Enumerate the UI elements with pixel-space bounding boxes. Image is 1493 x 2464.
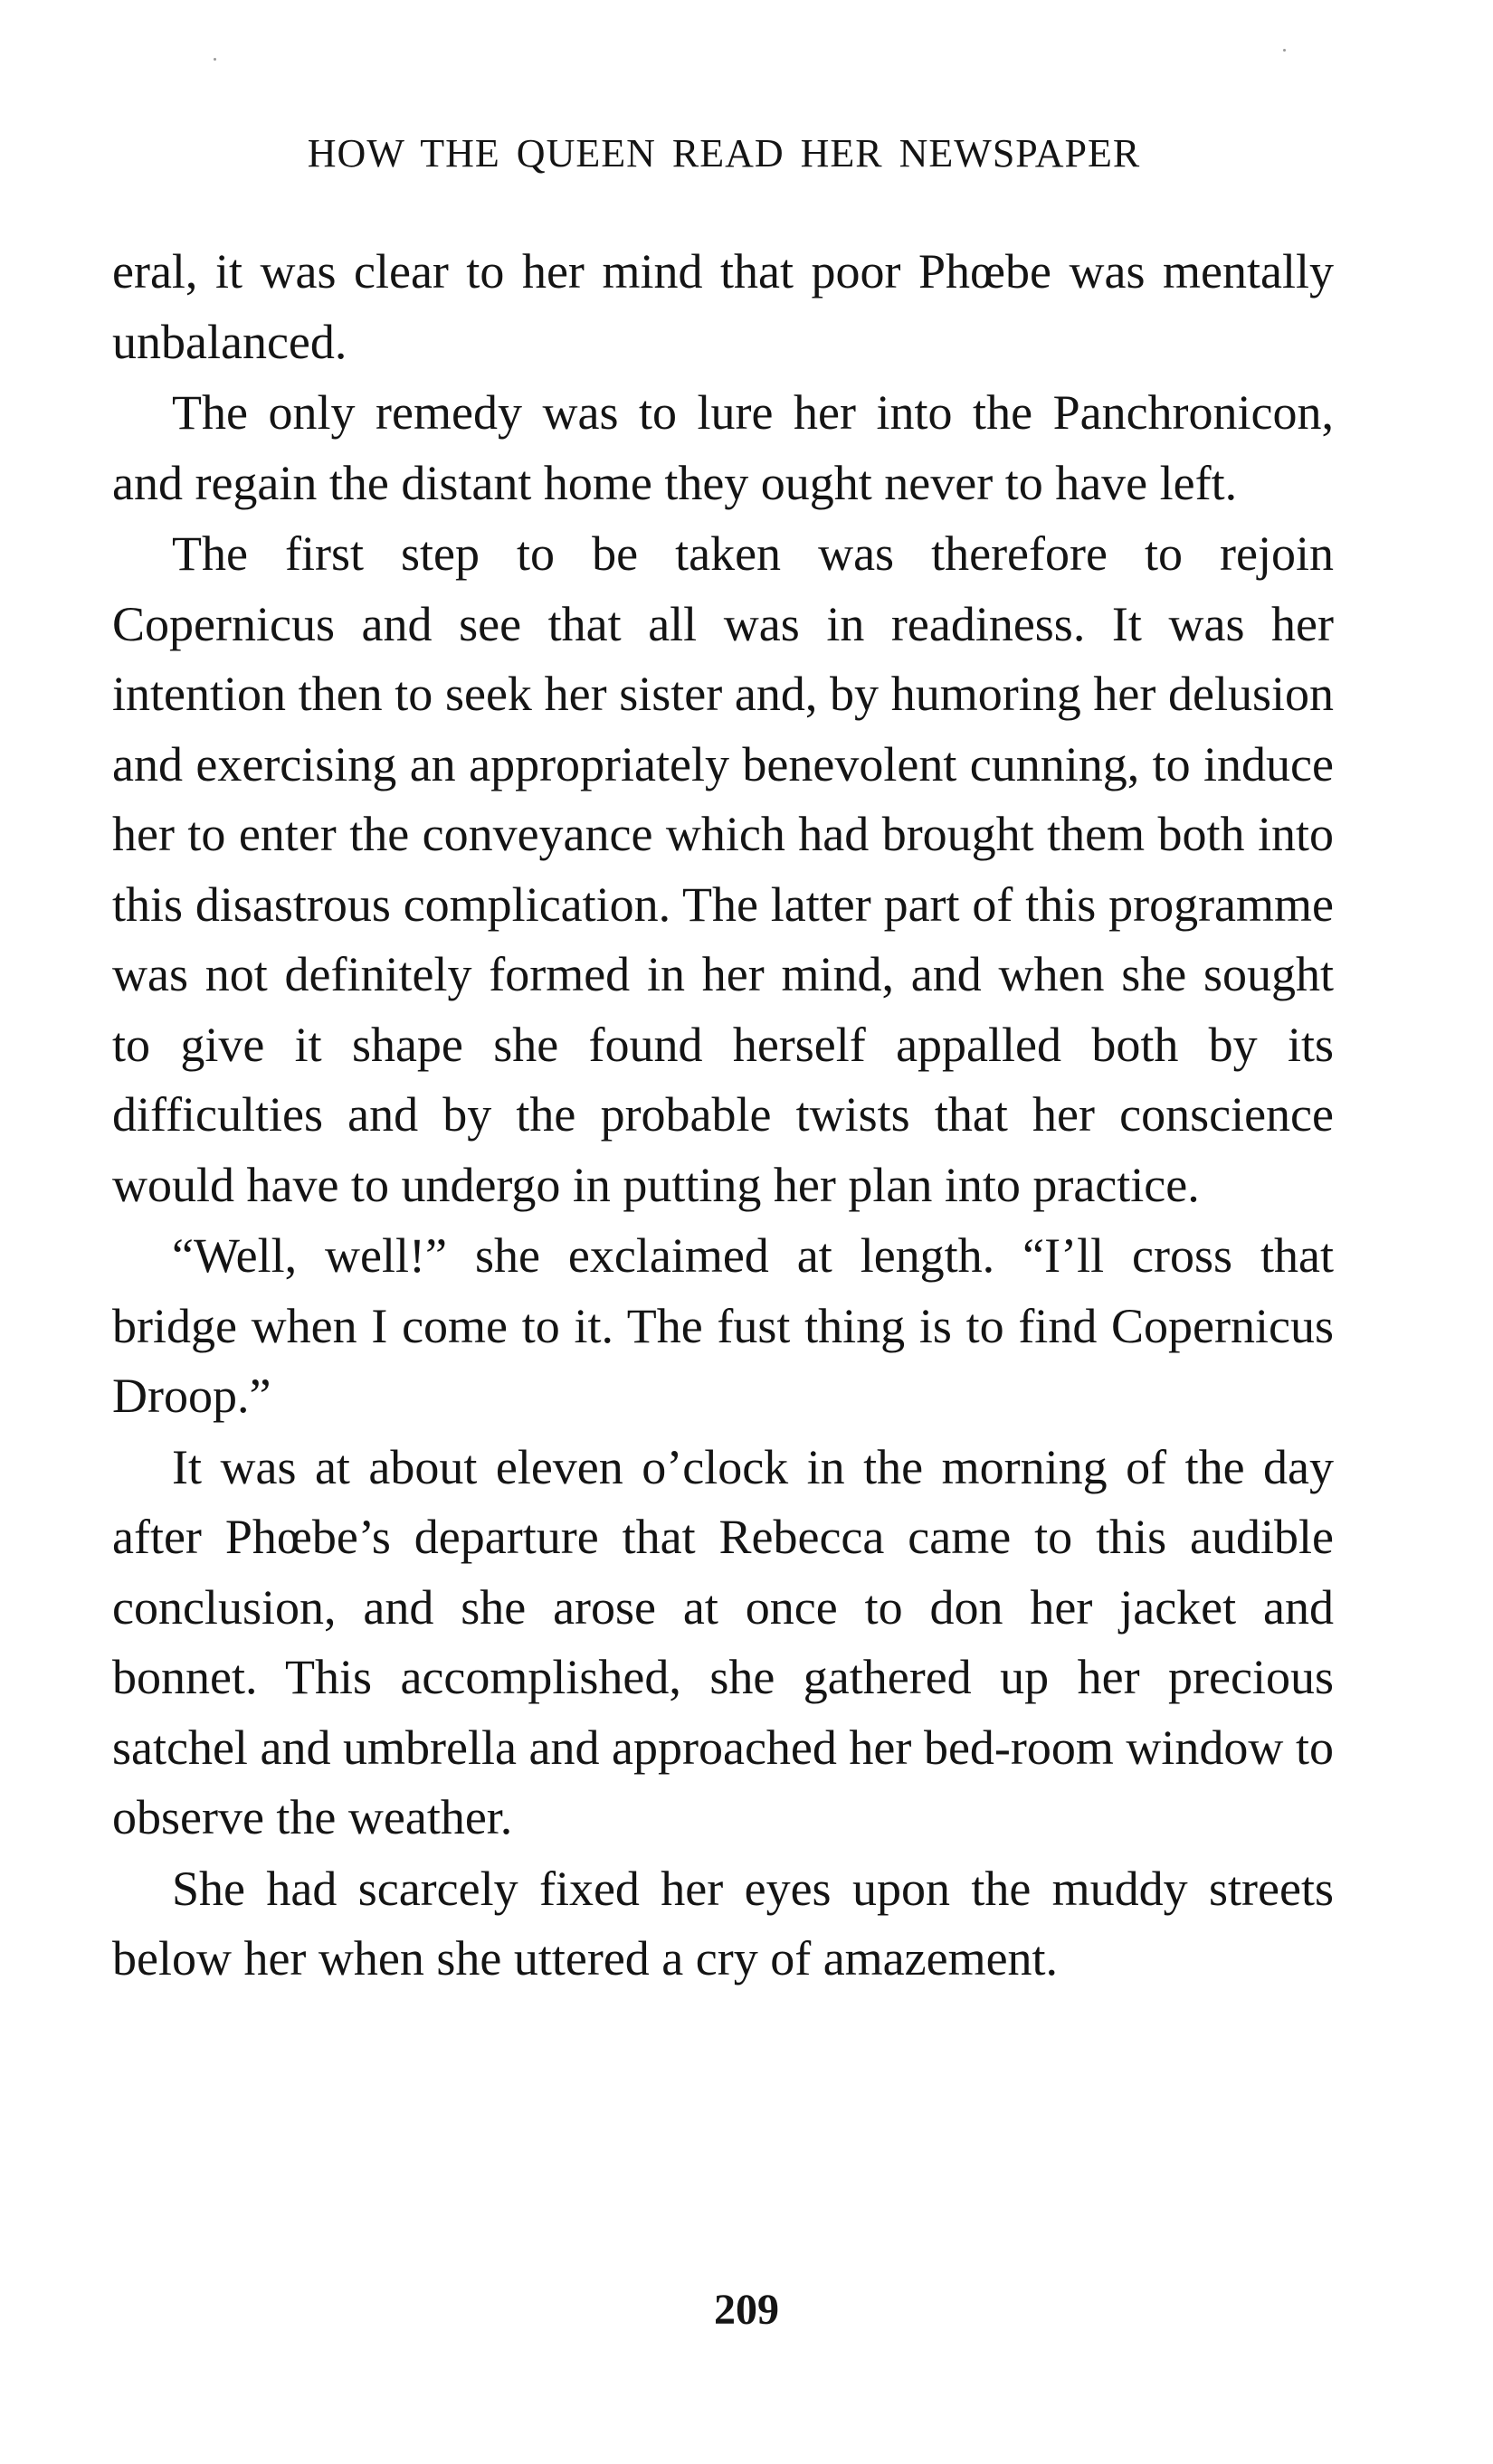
print-speck [1283,49,1286,52]
running-head: HOW THE QUEEN READ HER NEWSPAPER [307,131,1141,175]
body-text [112,237,1334,1995]
paragraph: It was at about eleven o’clock in the morning of the day after Phœbe’s departure that Rebecca came to this audible conclusion, and she arose at once to don her jacket and bonnet. This accomplished, she gathered up her precious satchel and umbrella and approached her bed-room window to observe the weather. [112,1439,1334,1844]
paragraph: She had scarcely fixed her eyes upon the muddy streets below her when she uttered a cry of amazement. [112,1861,1334,1985]
page-number: 209 [714,2286,779,2334]
paragraph-continued: eral, it was clear to her mind that poor Phœbe was mentally unbalanced. [112,244,1334,369]
paragraph: The first step to be taken was therefore to rejoin Copernicus and see that all was in readiness. It was her intention then to seek her sister and, by humoring her delusion and exercising an appropriately benevolent cunning, to induce her to enter the conveyance which had brought them both into this disastrous complication. The latter part of this programme was not definitely formed in her mind, and when she sought to give it shape she found herself appalled both by its difficulties and by the probable twists that her conscience would have to undergo in putting her plan into practice. [112,526,1334,1212]
paragraph: “Well, well!” she exclaimed at length. “I’ll cross that bridge when I come to it. The fust thing is to find Copernicus Droop.” [112,1228,1334,1423]
print-speck [214,58,216,61]
paragraph: The only remedy was to lure her into the Panchronicon, and regain the distant home they ought never to have left. [112,385,1334,510]
